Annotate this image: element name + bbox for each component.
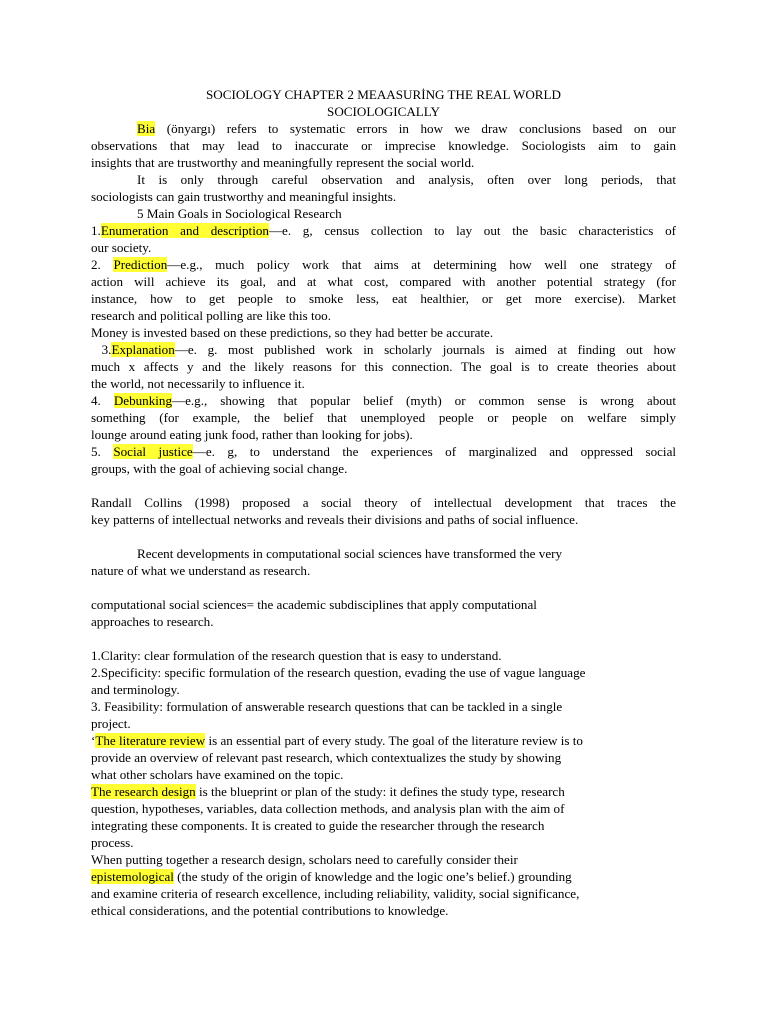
literature-review-line — [91, 732, 676, 749]
section-heading: 5 Main Goals in Sociological Research — [137, 206, 342, 221]
spacer — [91, 528, 676, 545]
criteria-item: 1.Clarity: clear formulation of the research question that is easy to understand. — [91, 648, 502, 663]
goal-item — [91, 443, 676, 460]
paragraph-line: provide an overview of relevant past research, which contextualizes the study by showing — [91, 750, 562, 765]
goal-number: 5. — [91, 444, 114, 459]
highlighted-term: Bia — [137, 121, 156, 136]
paragraph-line: much x affects y and the likely reasons for this connection. The goal is to create theories about — [91, 359, 676, 374]
highlighted-term: Enumeration and description — [100, 223, 269, 238]
document-page — [91, 86, 676, 919]
paragraph-line: insights that are trustworthy and meaningfully represent the social world. — [91, 155, 475, 170]
goal-item — [91, 392, 676, 409]
criteria-item: 3. Feasibility: formulation of answerable research questions that can be tackled in a single — [91, 699, 563, 714]
text-run: —e. g, census collection to lay out the basic characteristics of — [268, 223, 676, 238]
paragraph-line: action will achieve its goal, and at what cost, compared with another potential strategy (for — [91, 274, 676, 289]
paragraph-line: question, hypotheses, variables, data collection methods, and analysis plan with the aim of — [91, 801, 565, 816]
text-run: —e. g, to understand the experiences of marginalized and oppressed social — [192, 444, 677, 459]
paragraph-line: the world, not necessarily to influence it. — [91, 376, 305, 391]
paragraph-line: It is only through careful observation and analysis, often over long periods, that — [137, 172, 676, 187]
paragraph-line: sociologists can gain trustworthy and meaningful insights. — [91, 189, 397, 204]
goal-item — [91, 222, 676, 239]
paragraph-line: process. — [91, 835, 134, 850]
goal-number: 1. — [91, 223, 101, 238]
highlighted-term: The research design — [91, 784, 196, 799]
criteria-item: 2.Specificity: specific formulation of the research question, evading the use of vague language — [91, 665, 586, 680]
paragraph-line: project. — [91, 716, 131, 731]
paragraph-line: Money is invested based on these predictions, so they had better be accurate. — [91, 325, 494, 340]
paragraph-line: instance, how to get people to smoke less, eat healthier, or get more exercise). Market — [91, 291, 676, 306]
paragraph-line: our society. — [91, 240, 152, 255]
text-run: is the blueprint or plan of the study: it defines the study type, research — [195, 784, 565, 799]
definition-line: computational social sciences= the academic subdisciplines that apply computational — [91, 597, 537, 612]
paragraph-line: and examine criteria of research excellence, including reliability, validity, social significance, — [91, 886, 580, 901]
paragraph-line: nature of what we understand as research. — [91, 563, 311, 578]
text-run: —e.g., much policy work that aims at determining how well one strategy of — [167, 257, 676, 272]
text-run: —e. g. most published work in scholarly journals is aimed at finding out how — [174, 342, 676, 357]
definition-line: approaches to research. — [91, 614, 214, 629]
highlighted-term: Debunking — [113, 393, 172, 408]
paragraph-line: what other scholars have examined on the topic. — [91, 767, 344, 782]
text-run: (önyargı) refers to systematic errors in how we draw conclusions based on our — [155, 121, 676, 136]
paragraph-line: ethical considerations, and the potential contributions to knowledge. — [91, 903, 449, 918]
research-design-line — [91, 783, 676, 800]
goal-number: 3. — [91, 342, 112, 357]
paragraph-line: Randall Collins (1998) proposed a social theory of intellectual development that traces the — [91, 495, 676, 510]
spacer — [91, 630, 676, 647]
paragraph-line: research and political polling are like this too. — [91, 308, 331, 323]
bias-definition-line — [91, 120, 676, 137]
highlighted-term: Explanation — [111, 342, 175, 357]
paragraph-line: When putting together a research design, scholars need to carefully consider their — [91, 852, 518, 867]
text-run: (the study of the origin of knowledge and the logic one’s belief.) grounding — [173, 869, 572, 884]
goal-number: 4. — [91, 393, 114, 408]
paragraph-line: lounge around eating junk food, rather than looking for jobs). — [91, 427, 413, 442]
goal-item — [91, 256, 676, 273]
text-run: —e.g., showing that popular belief (myth) or common sense is wrong about — [172, 393, 676, 408]
spacer — [91, 579, 676, 596]
goal-number: 2. — [91, 257, 114, 272]
paragraph-line: groups, with the goal of achieving social change. — [91, 461, 348, 476]
spacer — [91, 477, 676, 494]
text-run: is an essential part of every study. The goal of the literature review is to — [205, 733, 583, 748]
highlighted-term: epistemological — [91, 869, 174, 884]
highlighted-term: Social justice — [113, 444, 193, 459]
epistemology-line — [91, 868, 676, 885]
paragraph-line: Recent developments in computational social sciences have transformed the very — [137, 546, 563, 561]
paragraph-line: observations that may lead to inaccurate or imprecise knowledge. Sociologists aim to gain — [91, 138, 676, 153]
paragraph-line: key patterns of intellectual networks and reveals their divisions and paths of social influence. — [91, 512, 579, 527]
paragraph-line: something (for example, the belief that unemployed people or people on welfare simply — [91, 410, 676, 425]
text-run: ‘ — [91, 733, 96, 748]
page-title-line-2: SOCIOLOGICALLY — [327, 104, 440, 119]
goal-item — [91, 341, 676, 358]
paragraph-line: integrating these components. It is created to guide the researcher through the research — [91, 818, 545, 833]
highlighted-term: Prediction — [113, 257, 168, 272]
paragraph-line: and terminology. — [91, 682, 180, 697]
page-title-line-1: SOCIOLOGY CHAPTER 2 MEAASURİNG THE REAL WORLD — [206, 87, 561, 102]
highlighted-term: The literature review — [95, 733, 206, 748]
